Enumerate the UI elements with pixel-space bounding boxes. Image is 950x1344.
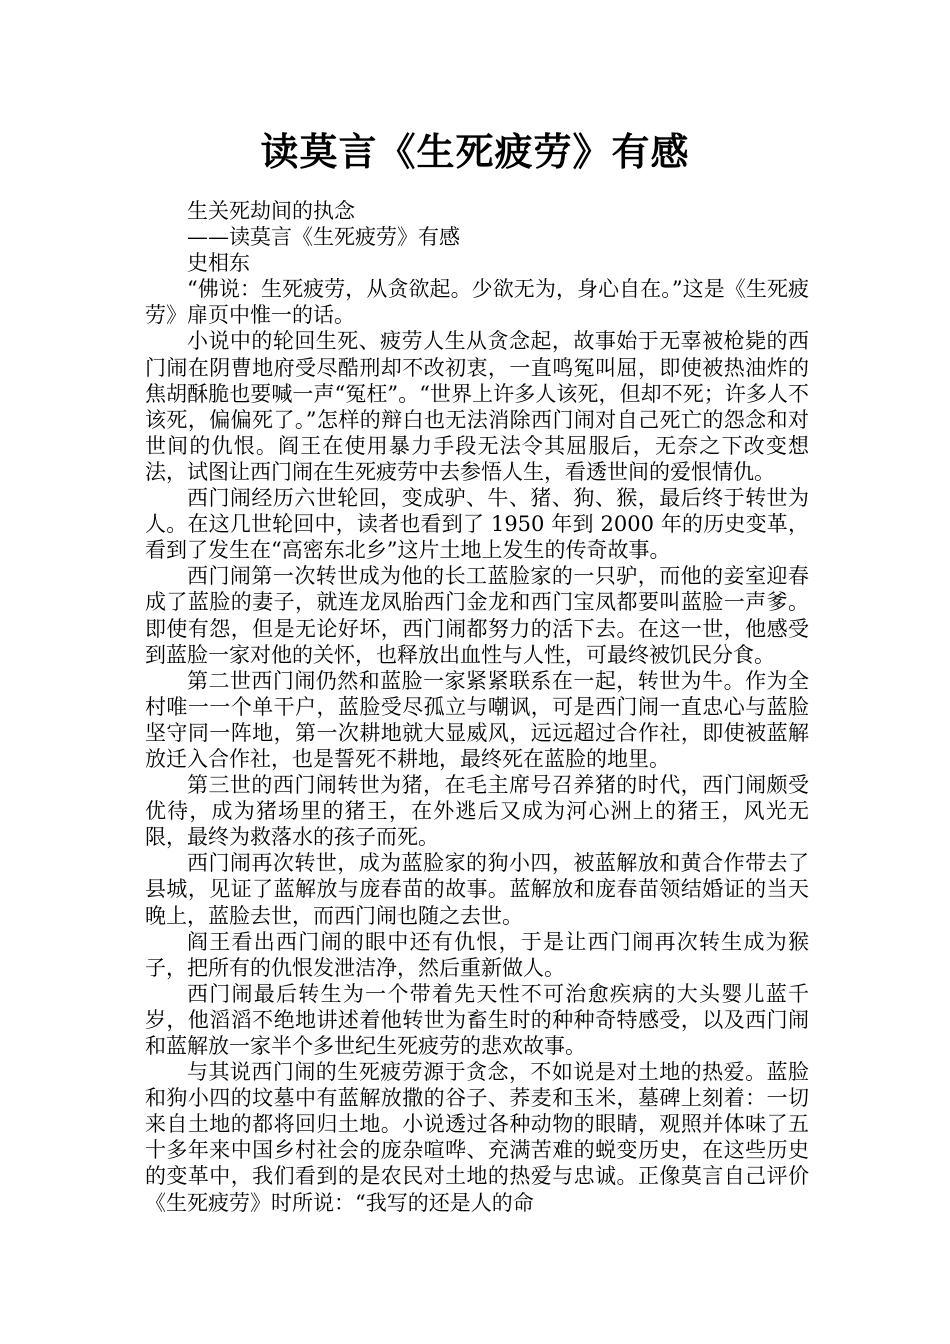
paragraph: 西门闹再次转世，成为蓝脸家的狗小四，被蓝解放和黄合作带去了县城，见证了蓝解放与庞春苗的故事。蓝解放和庞春苗领结婚证的当天晚上，蓝脸去世，而西门闹也随之去世。 xyxy=(145,851,809,928)
paragraph: 西门闹第一次转世成为他的长工蓝脸家的一只驴，而他的妾室迎春成了蓝脸的妻子，就连龙凤胎西门金龙和西门宝凤都要叫蓝脸一声爹。即使有怨，但是无论好坏，西门闹都努力的活下去。在这一世，他感受到蓝脸一家对他的关怀，也释放出血性与人性，可最终被饥民分食。 xyxy=(145,564,809,667)
paragraph: 第三世的西门闹转世为猪，在毛主席号召养猪的时代，西门闹颇受优待，成为猪场里的猪王，在外逃后又成为河心洲上的猪王，风光无限，最终为救落水的孩子而死。 xyxy=(145,773,809,850)
subtitle-line: 生关死劫间的执念 xyxy=(187,199,355,223)
paragraph: 西门闹经历六世轮回，变成驴、牛、猪、狗、猴，最后终于转世为人。在这几世轮回中，读者也看到了 1950 年到 2000 年的历史变革，看到了发生在“高密东北乡”这片土地上发生的传奇故事。 xyxy=(145,486,809,563)
paragraph: 与其说西门闹的生死疲劳源于贪念，不如说是对土地的热爱。蓝脸和狗小四的坟墓中有蓝解放撒的谷子、荞麦和玉米，墓碑上刻着：一切来自土地的都将回归土地。小说透过各种动物的眼睛，观照并体味了五十多年来中国乡村社会的庞杂喧哗、充满苦难的蜕变历史，在这些历史的变革中，我们看到的是农民对土地的热爱与忠诚。正像莫言自己评价《生死疲劳》时所说：“我写的还是人的命 xyxy=(145,1060,809,1215)
paragraph: “佛说：生死疲劳，从贪欲起。少欲无为，身心自在。”这是《生死疲劳》扉页中惟一的话。 xyxy=(145,277,809,328)
paragraph: 第二世西门闹仍然和蓝脸一家紧紧联系在一起，转世为牛。作为全村唯一一个单干户，蓝脸受尽孤立与嘲讽，可是西门闹一直忠心与蓝脸坚守同一阵地，第一次耕地就大显威风，远远超过合作社，即使被蓝解放迁入合作社，也是誓死不耕地，最终死在蓝脸的地里。 xyxy=(145,668,809,771)
paragraph: 阎王看出西门闹的眼中还有仇恨，于是让西门闹再次转生成为猴子，把所有的仇恨发泄洁净，然后重新做人。 xyxy=(145,929,809,980)
paragraph: 西门闹最后转生为一个带着先天性不可治愈疾病的大头婴儿蓝千岁，他滔滔不绝地讲述着他转世为畜生时的种种奇特感受，以及西门闹和蓝解放一家半个多世纪生死疲劳的悲欢故事。 xyxy=(145,981,809,1058)
paragraph: 小说中的轮回生死、疲劳人生从贪念起，故事始于无辜被枪毙的西门闹在阴曹地府受尽酷刑却不改初衷，一直鸣冤叫屈，即使被热油炸的焦胡酥脆也要喊一声“冤枉”。“世界上许多人该死，但却不死；许多人不该死，偏偏死了。”怎样的辩白也无法消除西门闹对自己死亡的怨念和对世间的仇恨。阎王在使用暴力手段无法令其屈服后，无奈之下改变想法，试图让西门闹在生死疲劳中去参悟人生，看透世间的爱恨情仇。 xyxy=(145,329,809,484)
author-name: 史相东 xyxy=(187,251,250,276)
subtitle-line: ——读莫言《生死疲劳》有感 xyxy=(187,225,460,250)
document-body xyxy=(145,198,809,1216)
document-title: 读莫言《生死疲劳》有感 xyxy=(260,130,690,174)
